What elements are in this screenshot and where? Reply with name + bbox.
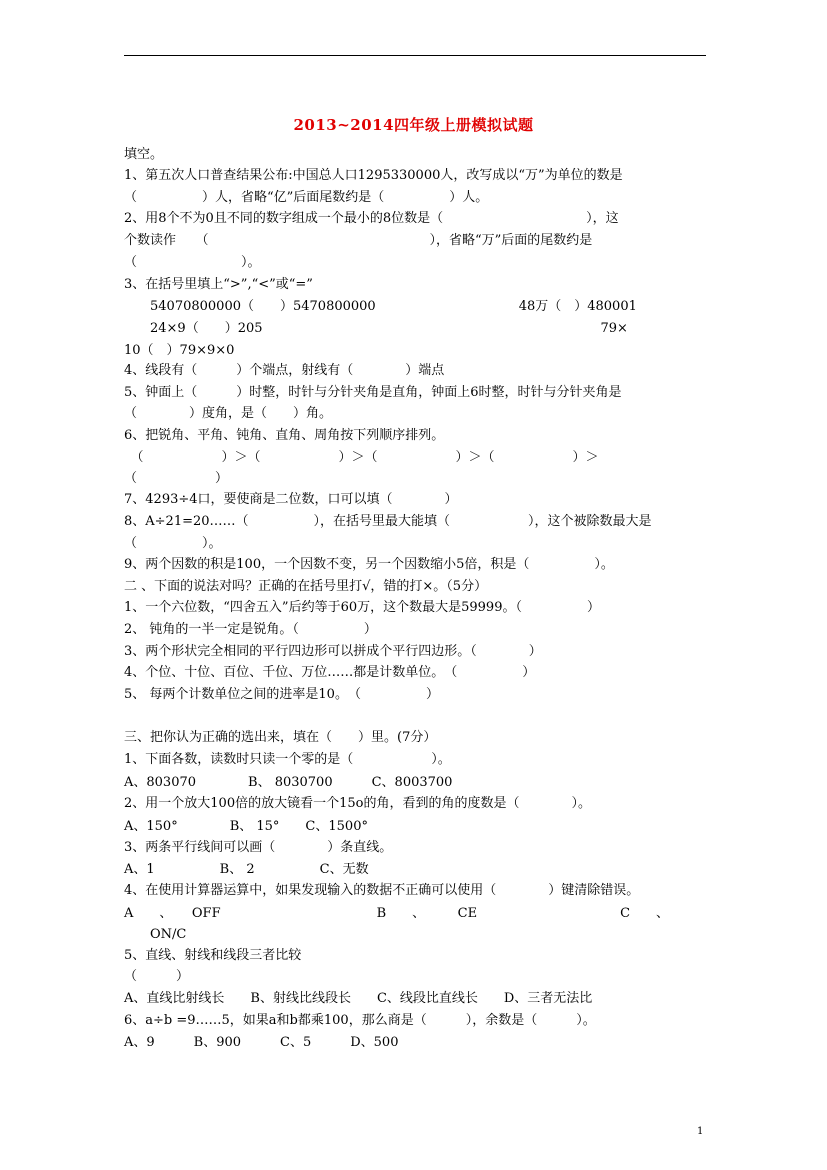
text-line: （ ）。 (124, 255, 261, 270)
text-line: 3、两个形状完全相同的平行四边形可以拼成个平行四边形。（ ） (124, 644, 542, 659)
text-line: （ ）＞（ ）＞（ ）＞（ ）＞ (124, 450, 599, 465)
text-line: 7、4293÷4口，要使商是二位数，口可以填（ ） (124, 492, 458, 507)
page-number: 1 (697, 1126, 704, 1137)
text-line: 5、钟面上（ ）时整，时针与分针夹角是直角，钟面上6时整，时针与分针夹角是 (124, 385, 622, 400)
text-line: 3、在括号里填上“>”,“<”或“=” (124, 277, 313, 292)
text-line: A、9 B、900 C、5 D、500 (124, 1035, 399, 1050)
text-line: A、803070 B、 8030700 C、8003700 (124, 775, 453, 790)
text-line: （ ） (124, 471, 229, 486)
text-line: 2、用一个放大100倍的放大镜看一个15o的角，看到的角的度数是（ ）。 (124, 796, 591, 811)
text-line: （ ）度角，是（ ）角。 (124, 406, 333, 421)
text-line: 5、 每两个计数单位之间的进率是10。 （ ） (124, 687, 439, 702)
text-line: （ ）。 (124, 536, 222, 551)
text-line: 2、 钝角的一半一定是锐角。（ ） (124, 622, 377, 637)
text-line: 1、一个六位数，“四舍五入”后约等于60万，这个数最大是59999。（ ） (124, 600, 600, 615)
text-line: 2、用8个不为0且不同的数字组成一个最小的8位数是（ ），这 (124, 211, 619, 226)
text-line: A、1 B、 2 C、无数 (124, 862, 369, 877)
text-line: A、150° B、 15° C、1500° (124, 819, 368, 834)
text-line: 3、两条平行线间可以画（ ）条直线。 (124, 840, 393, 855)
text-line: 1、第五次人口普查结果公布:中国总人口1295330000人，改写成以“万”为单位的数是 (124, 168, 623, 183)
text-line: 9、两个因数的积是100，一个因数不变，另一个因数缩小5倍，积是（ ）。 (124, 557, 614, 572)
text-line: A、直线比射线长 B、射线比线段长 C、线段比直线长 D、三者无法比 (124, 991, 593, 1006)
section-heading: 三、把你认为正确的选出来，填在（ ）里。(7分） (124, 730, 437, 745)
text-line: 5、直线、射线和线段三者比较 (124, 948, 302, 963)
text-line: 4、在使用计算器运算中，如果发现输入的数据不正确可以使用（ ）键清除错误。 (124, 883, 640, 898)
header-rule (124, 55, 706, 56)
text-line: 6、把锐角、平角、钝角、直角、周角按下列顺序排列。 (124, 428, 445, 443)
text-line: 24×9（ ）205 79× (124, 321, 628, 336)
text-line: 4、个位、十位、百位、千位、万位……都是计数单位。 （ ） (124, 665, 536, 680)
section-heading: 二 、下面的说法对吗？正确的在括号里打√，错的打×。（5分） (124, 579, 488, 594)
text-line: 54070800000（ ）5470800000 48万（ ）480001 (124, 299, 637, 314)
text-line: 8、A÷21=20……（ ），在括号里最大能填（ ），这个被除数最大是 (124, 514, 652, 529)
text-line: 10（ ）79×9×0 (124, 343, 235, 358)
text-line: 个数读作 （ ），省略“万”后面的尾数约是 (124, 233, 593, 248)
text-line: 填空。 (124, 147, 164, 162)
text-line: 1、下面各数，读数时只读一个零的是（ ）。 (124, 752, 451, 767)
text-line: （ ）人，省略“亿”后面尾数约是（ ）人。 (124, 190, 489, 205)
text-line: A 、 OFF B 、 CE C 、 (124, 906, 670, 921)
text-line: ON/C (124, 927, 187, 942)
text-line: （ ） (124, 969, 190, 984)
text-line: 4、线段有（ ）个端点，射线有（ ）端点 (124, 363, 445, 378)
text-line: 6、a÷b =9……5，如果a和b都乘100，那么商是（ ），余数是（ ）。 (124, 1013, 596, 1028)
page-title: 2013~2014四年级上册模拟试题 (293, 116, 534, 134)
